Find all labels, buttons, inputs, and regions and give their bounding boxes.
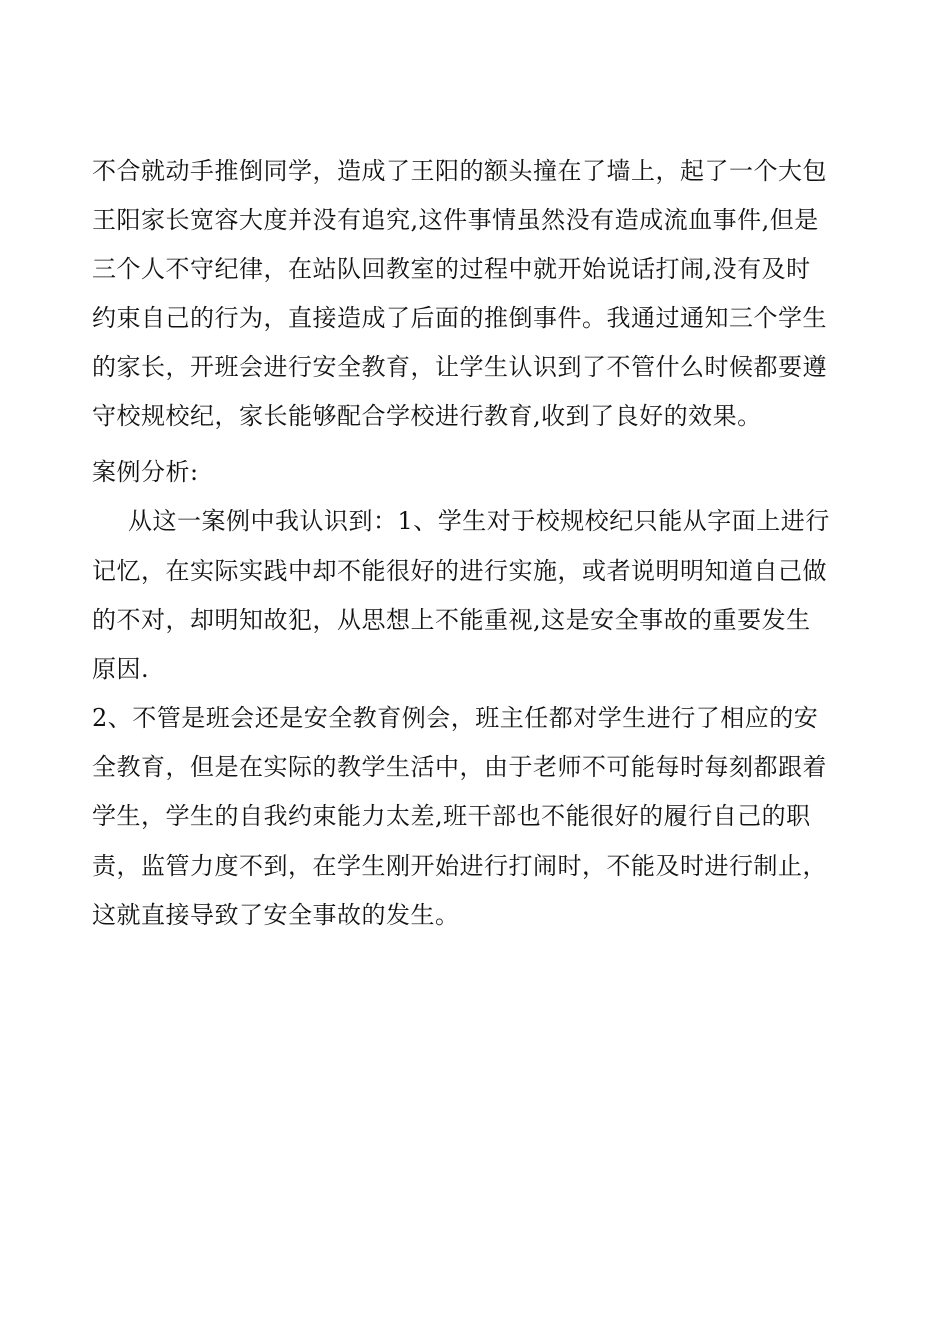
text-line: 这就直接导致了安全事故的发生。 (92, 901, 460, 929)
text-line: 的家长，开班会进行安全教育，让学生认识到了不管什么时候都要遵 (92, 353, 827, 381)
text-line: 2、不管是班会还是安全教育例会，班主任都对学生进行了相应的安 (92, 704, 819, 732)
section-heading: 案例分析: (92, 458, 199, 486)
text-line: 不合就动手推倒同学，造成了王阳的额头撞在了墙上，起了一个大包 (92, 157, 827, 185)
text-line: 王阳家长宽容大度并没有追究,这件事情虽然没有造成流血事件,但是 (92, 206, 819, 234)
text-line: 的不对，却明知故犯，从思想上不能重视,这是安全事故的重要发生 (92, 606, 811, 634)
text-line: 记忆，在实际实践中却不能很好的进行实施，或者说明明知道自己做 (92, 557, 827, 585)
text-line: 原因. (92, 655, 150, 683)
text-line: 学生，学生的自我约束能力太差,班干部也不能很好的履行自己的职 (92, 802, 811, 830)
text-line: 守校规校纪，家长能够配合学校进行教育,收到了良好的效果。 (92, 402, 762, 430)
text-line: 三个人不守纪律，在站队回教室的过程中就开始说话打闹,没有及时 (92, 255, 811, 283)
text-line: 责，监管力度不到，在学生刚开始进行打闹时，不能及时进行制止， (92, 852, 827, 880)
text-line: 从这一案例中我认识到：1、学生对于校规校纪只能从字面上进行 (128, 507, 830, 535)
text-line: 全教育，但是在实际的教学生活中，由于老师不可能每时每刻都跟着 (92, 753, 827, 781)
text-line: 约束自己的行为，直接造成了后面的推倒事件。我通过通知三个学生 (92, 304, 827, 332)
